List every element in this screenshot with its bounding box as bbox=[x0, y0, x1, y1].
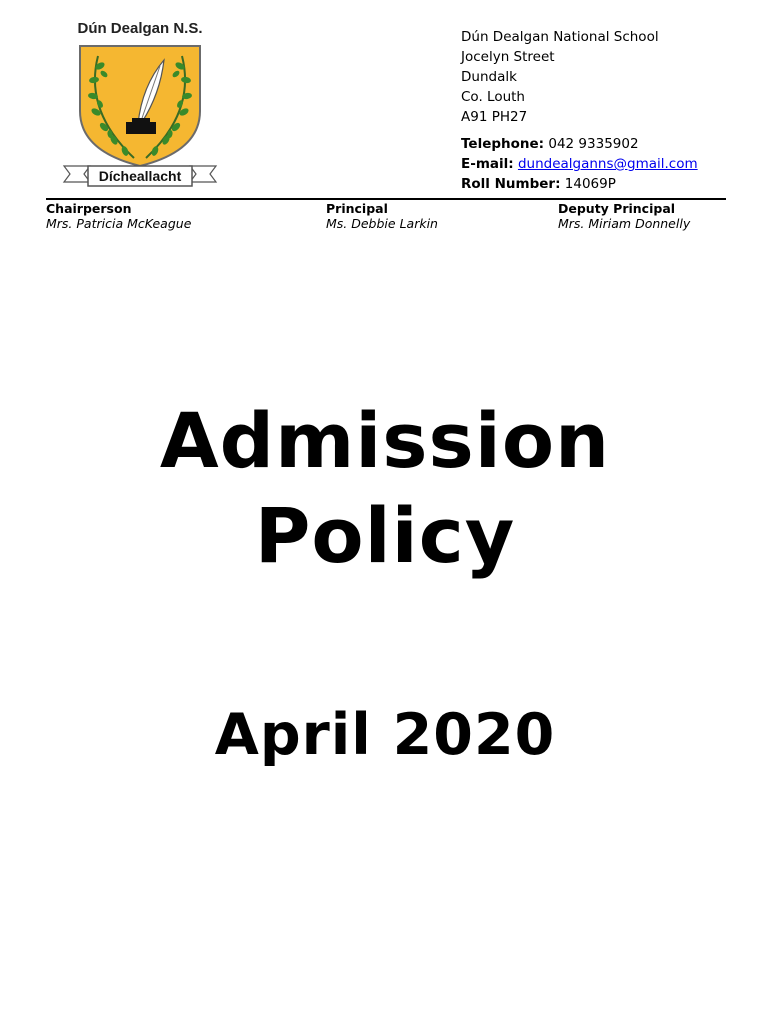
staff-principal bbox=[326, 201, 438, 231]
address-line: Jocelyn Street bbox=[461, 49, 555, 65]
roll-number: 14069P bbox=[564, 176, 616, 192]
email-row bbox=[461, 154, 698, 174]
address-line: Dún Dealgan National School bbox=[461, 29, 659, 45]
document-title bbox=[0, 393, 770, 583]
header-divider bbox=[46, 198, 726, 200]
school-crest bbox=[60, 16, 220, 191]
staff-deputy-principal bbox=[558, 201, 690, 231]
address-line: Co. Louth bbox=[461, 89, 525, 105]
chairperson-role: Chairperson bbox=[46, 201, 132, 216]
telephone-row bbox=[461, 134, 698, 154]
document-title-line-1: Admission bbox=[159, 396, 611, 485]
email-link[interactable]: dundealganns@gmail.com bbox=[517, 156, 698, 172]
document-title-line-2: Policy bbox=[254, 491, 516, 580]
staff-chairperson bbox=[46, 201, 191, 231]
telephone-label: Telephone: bbox=[461, 136, 545, 152]
telephone-number: 042 9335902 bbox=[548, 136, 639, 152]
crest-school-name: Dún Dealgan N.S. bbox=[77, 20, 203, 37]
address-line: Dundalk bbox=[461, 69, 517, 85]
school-address bbox=[461, 27, 659, 127]
crest-shield-icon bbox=[60, 16, 220, 191]
contact-details bbox=[461, 134, 698, 194]
deputy-principal-name: Mrs. Miriam Donnelly bbox=[558, 216, 691, 231]
roll-number-label: Roll Number: bbox=[461, 176, 561, 192]
crest-motto: Dícheallacht bbox=[98, 168, 182, 184]
principal-role: Principal bbox=[326, 201, 388, 216]
principal-name: Ms. Debbie Larkin bbox=[326, 216, 438, 231]
deputy-principal-role: Deputy Principal bbox=[558, 201, 676, 216]
address-line: A91 PH27 bbox=[461, 109, 528, 125]
chairperson-name: Mrs. Patricia McKeague bbox=[46, 216, 192, 231]
roll-number-row bbox=[461, 174, 698, 194]
document-date: April 2020 bbox=[214, 702, 556, 768]
email-label: E-mail: bbox=[461, 156, 514, 172]
